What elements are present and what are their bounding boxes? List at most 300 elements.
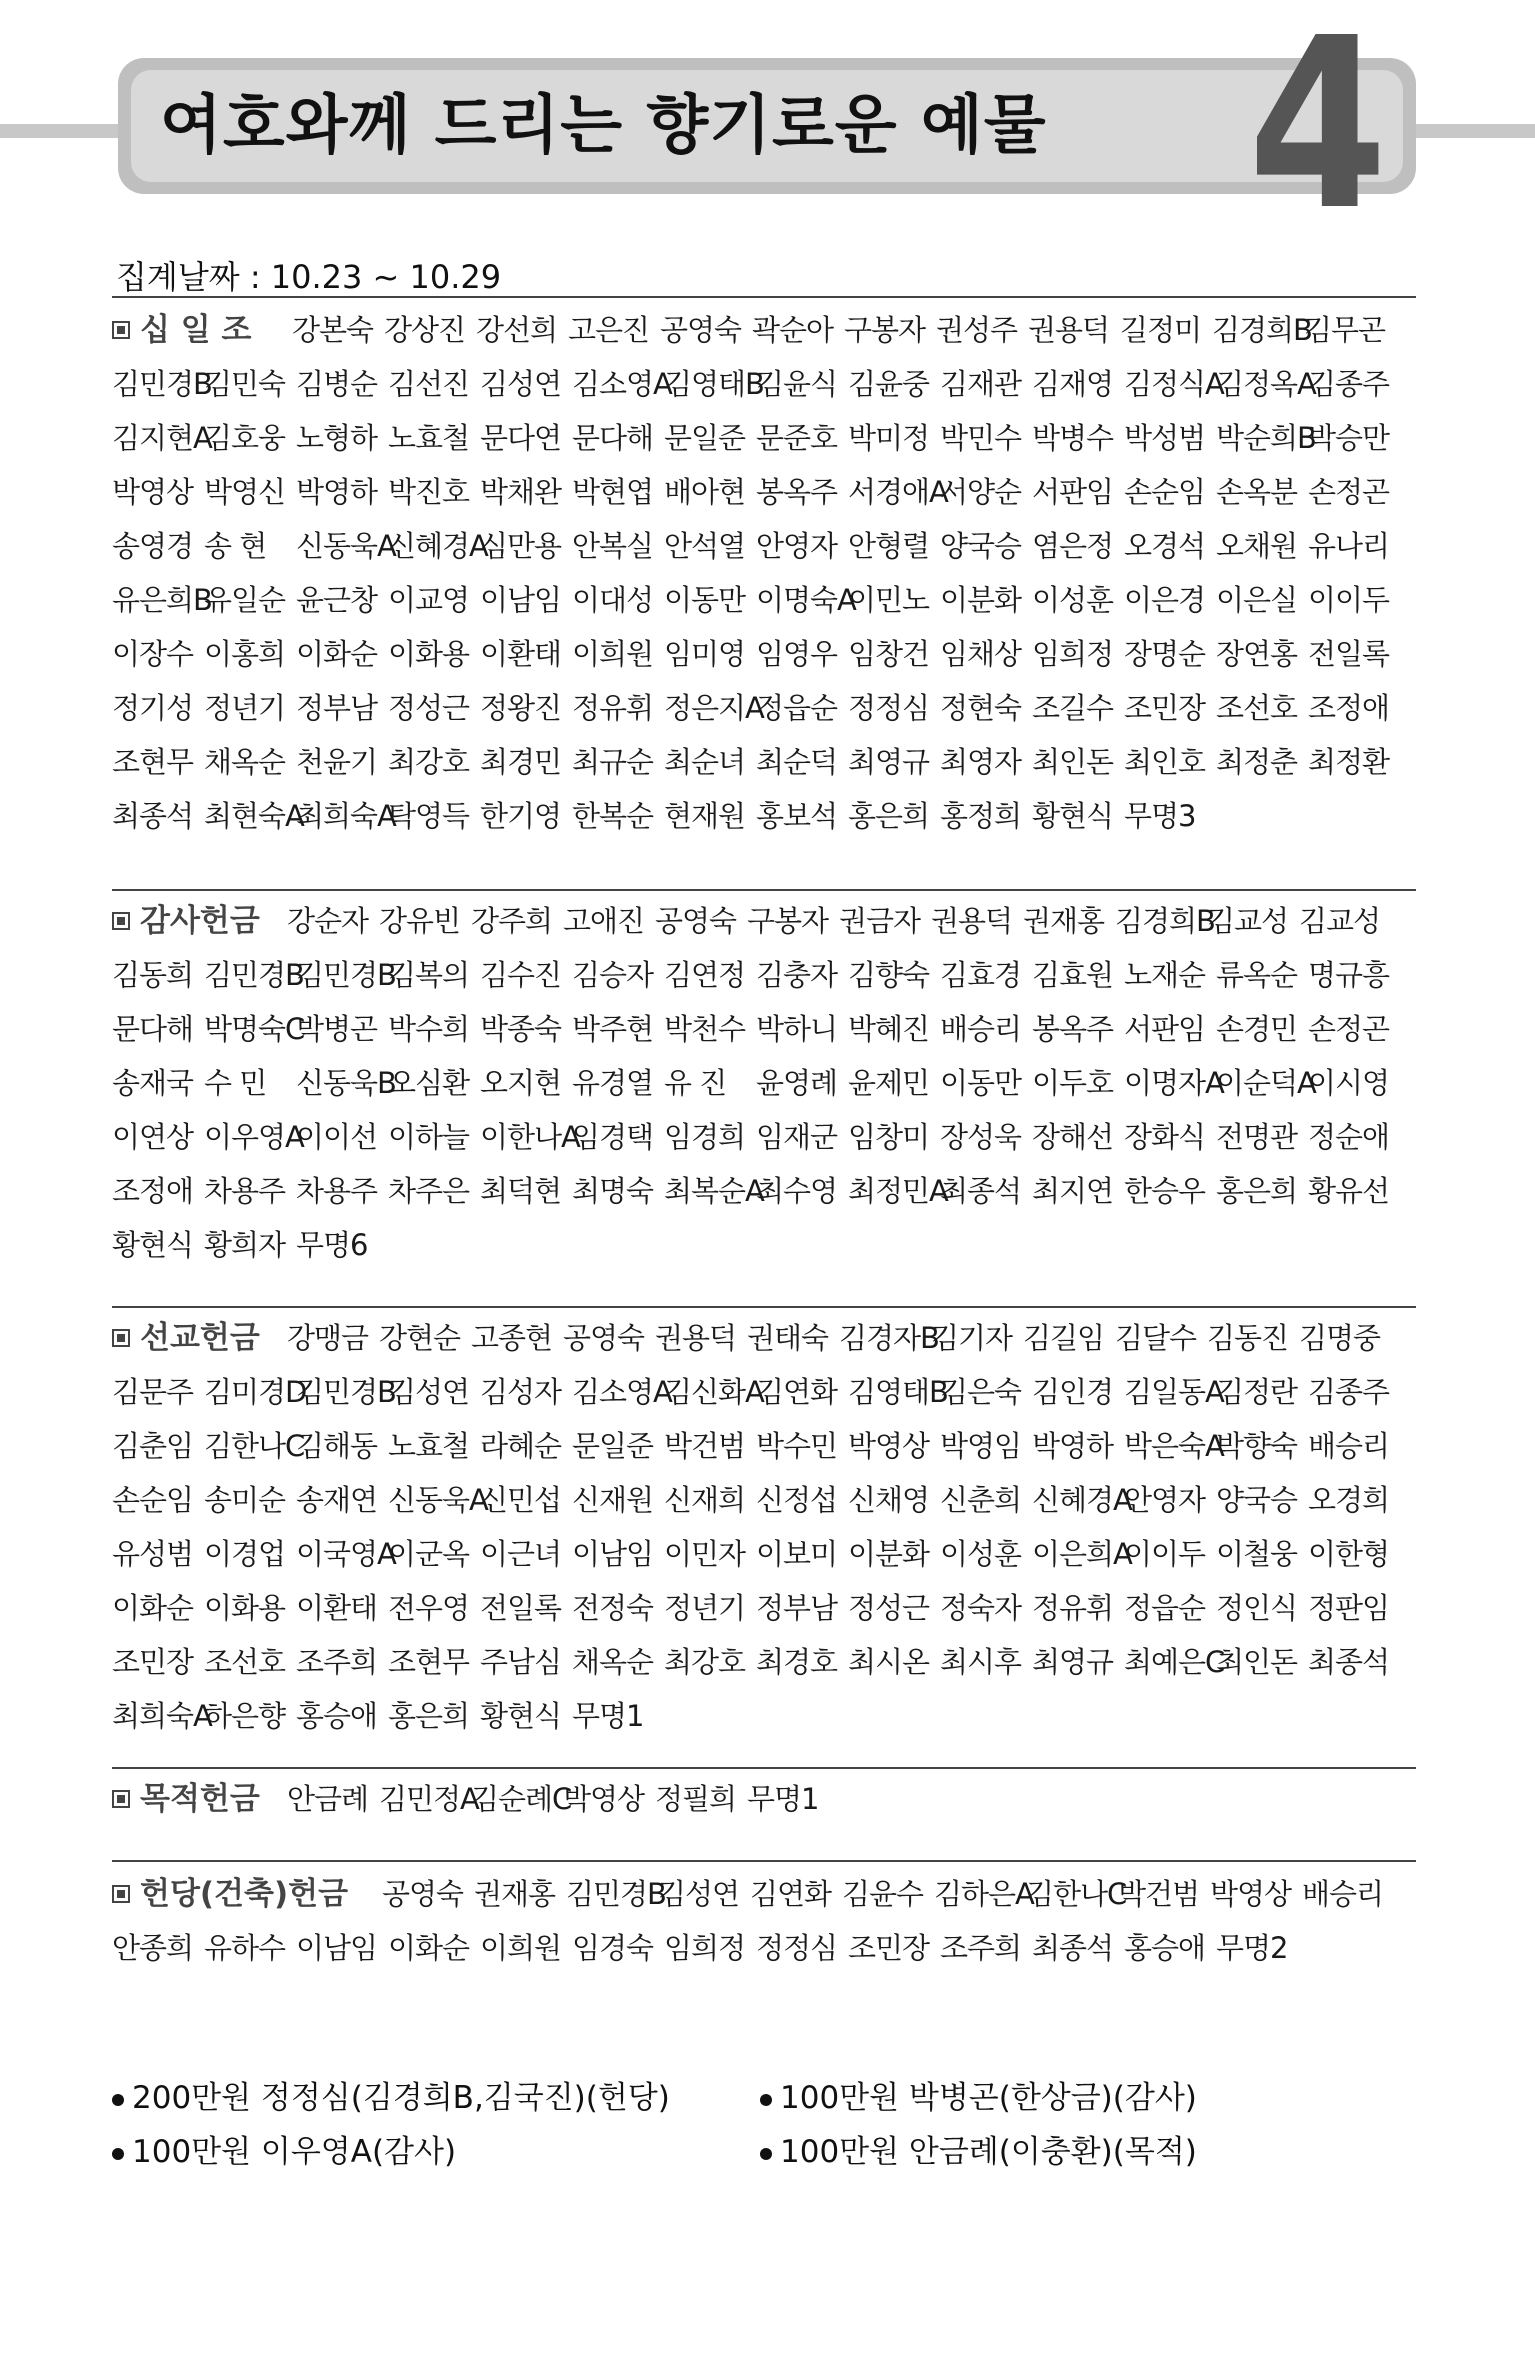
donor-name: 김충자 — [756, 958, 838, 992]
donor-name: 정읍순 — [1124, 1591, 1206, 1625]
donor-name: 김정란 — [1216, 1375, 1298, 1409]
donor-name: 조현무 — [112, 745, 194, 779]
donor-name: 이장수 — [112, 637, 194, 671]
donor-name: 안형렬 — [848, 529, 930, 563]
donor-name: 이화용 — [388, 637, 470, 671]
donor-name: 손순임 — [1124, 475, 1206, 509]
donor-name: 이한형 — [1308, 1537, 1390, 1571]
donor-name: 이시영 — [1308, 1066, 1390, 1100]
donor-name: 무명1 — [572, 1699, 644, 1733]
donor-name: 최덕현 — [480, 1174, 562, 1208]
name-list — [112, 894, 1432, 1272]
donor-name: 이순덕A — [1216, 1066, 1316, 1100]
donor-name: 최현숙A — [204, 799, 304, 833]
donor-name: 서판임 — [1124, 1012, 1206, 1046]
donor-name: 이환태 — [480, 637, 562, 671]
donor-name: 전명관 — [1216, 1120, 1298, 1154]
donor-name: 공영숙 — [382, 1877, 464, 1911]
donor-name: 노재순 — [1124, 958, 1206, 992]
donor-name: 조선호 — [1216, 691, 1298, 725]
donor-name: 이철웅 — [1216, 1537, 1298, 1571]
donor-name: 이남임 — [296, 1931, 378, 1965]
donor-name: 박성범 — [1124, 421, 1206, 455]
donor-name: 김미경D — [204, 1375, 307, 1409]
section-label-text: 감사헌금 — [140, 903, 260, 939]
donor-name: 배아현 — [664, 475, 746, 509]
donor-name: 고종현 — [471, 1321, 553, 1355]
donor-name: 길정미 — [1120, 313, 1202, 347]
name-list — [112, 1867, 1432, 1975]
donor-name: 신재원 — [572, 1483, 654, 1517]
donor-name: 송재연 — [296, 1483, 378, 1517]
donor-name: 명규흥 — [1308, 958, 1390, 992]
donor-name: 채옥순 — [572, 1645, 654, 1679]
donor-name: 이성훈 — [940, 1537, 1022, 1571]
donor-name: 박수민 — [756, 1429, 838, 1463]
donor-name: 무명2 — [1216, 1931, 1288, 1965]
donor-name: 정기성 — [112, 691, 194, 725]
donor-name: 조민장 — [1124, 691, 1206, 725]
donor-name: 이남임 — [480, 583, 562, 617]
donor-name: 김윤식 — [756, 367, 838, 401]
donor-name: 김소영A — [572, 1375, 672, 1409]
donor-name: 정왕진 — [480, 691, 562, 725]
donor-name: 이대성 — [572, 583, 654, 617]
donor-name: 오경석 — [1124, 529, 1206, 563]
donor-name: 이하늘 — [388, 1120, 470, 1154]
donor-name: 황현식 — [112, 1228, 194, 1262]
donor-name: 김복의 — [388, 958, 470, 992]
donor-name: 현재원 — [664, 799, 746, 833]
donor-name: 신혜경A — [388, 529, 488, 563]
donor-name: 박미정 — [848, 421, 930, 455]
donor-name: 최지연 — [1032, 1174, 1114, 1208]
donor-name: 김윤중 — [848, 367, 930, 401]
donor-name: 윤영례 — [756, 1066, 838, 1100]
donor-name: 최예은C — [1124, 1645, 1225, 1679]
donor-name: 봉옥주 — [1032, 1012, 1114, 1046]
donor-name: 안종희 — [112, 1931, 194, 1965]
donor-name: 조선호 — [204, 1645, 286, 1679]
donor-name: 양국승 — [940, 529, 1022, 563]
donor-name: 최영자 — [940, 745, 1022, 779]
donor-name: 이남임 — [572, 1537, 654, 1571]
donor-name: 최시후 — [940, 1645, 1022, 1679]
donor-name: 박영상 — [848, 1429, 930, 1463]
donor-name: 이홍희 — [204, 637, 286, 671]
donor-name: 정순애 — [1308, 1120, 1390, 1154]
donor-name: 신채영 — [848, 1483, 930, 1517]
section-mission — [112, 1311, 1432, 1743]
donor-name: 구봉자 — [844, 313, 926, 347]
donor-name: 정부남 — [296, 691, 378, 725]
donor-name: 곽순아 — [752, 313, 834, 347]
donor-name: 류옥순 — [1216, 958, 1298, 992]
donor-name: 임채상 — [940, 637, 1022, 671]
donor-name: 이이선 — [296, 1120, 378, 1154]
donor-name: 안영자 — [756, 529, 838, 563]
donor-name: 이분화 — [940, 583, 1022, 617]
donor-name: 송미순 — [204, 1483, 286, 1517]
donor-name: 오채원 — [1216, 529, 1298, 563]
donor-name: 강맹금 — [287, 1321, 369, 1355]
donor-name: 홍승애 — [296, 1699, 378, 1733]
donor-name: 신재희 — [664, 1483, 746, 1517]
donor-name: 황유선 — [1308, 1174, 1390, 1208]
donor-name: 박영상 — [1210, 1877, 1292, 1911]
donor-name: 임창미 — [848, 1120, 930, 1154]
donor-name: 정은지A — [664, 691, 764, 725]
donor-name: 이두호 — [1032, 1066, 1114, 1100]
donor-name: 박주현 — [572, 1012, 654, 1046]
square-bullet-icon — [112, 1329, 130, 1347]
section-thanksgiving — [112, 894, 1432, 1272]
donor-name: 염은정 — [1032, 529, 1114, 563]
section-designated — [112, 1772, 1432, 1826]
donor-name: 유일순 — [204, 583, 286, 617]
donor-name: 조길수 — [1032, 691, 1114, 725]
donor-name: 안복실 — [572, 529, 654, 563]
donor-name: 이민자 — [664, 1537, 746, 1571]
section-label-text: 헌당(건축)헌금 — [140, 1876, 349, 1912]
donor-name: 배승리 — [1302, 1877, 1384, 1911]
section-label-text: 십 일 조 — [140, 312, 252, 348]
donor-name: 김성자 — [480, 1375, 562, 1409]
donor-name: 신동욱B — [296, 1066, 396, 1100]
donor-name: 박영하 — [296, 475, 378, 509]
donor-name: 배승리 — [1308, 1429, 1390, 1463]
section-label — [112, 303, 292, 357]
donor-name: 권태숙 — [747, 1321, 829, 1355]
donor-name: 조주희 — [940, 1931, 1022, 1965]
donor-name: 김종주 — [1308, 1375, 1390, 1409]
donor-name: 송영경 — [112, 529, 194, 563]
donor-name: 정숙자 — [940, 1591, 1022, 1625]
donor-name: 김연화 — [750, 1877, 832, 1911]
donor-name: 이분화 — [848, 1537, 930, 1571]
donor-name: 이성훈 — [1032, 583, 1114, 617]
square-bullet-icon — [112, 1790, 130, 1808]
divider — [112, 1306, 1416, 1308]
donor-name: 유성범 — [112, 1537, 194, 1571]
special-offering-item: 200만원 정정심(김경희B,김국진)(헌당) — [112, 2072, 670, 2117]
donor-name: 김민경B — [296, 958, 396, 992]
donor-name: 이국영A — [296, 1537, 396, 1571]
donor-name: 임경희 — [664, 1120, 746, 1154]
donor-name: 강주희 — [471, 904, 553, 938]
donor-name: 임경택 — [572, 1120, 654, 1154]
donor-name: 송 현 — [204, 529, 267, 563]
bullet-icon — [112, 2148, 124, 2160]
donor-name: 심만용 — [480, 529, 562, 563]
donor-name: 강상진 — [384, 313, 466, 347]
donor-name: 김경희B — [1115, 904, 1215, 938]
donor-name: 주남심 — [480, 1645, 562, 1679]
donor-name: 박순희B — [1216, 421, 1316, 455]
donor-name: 김재관 — [940, 367, 1022, 401]
donor-name: 이명숙A — [756, 583, 856, 617]
donor-name: 봉옥주 — [756, 475, 838, 509]
donor-name: 오경희 — [1308, 1483, 1390, 1517]
donor-name: 이은경 — [1124, 583, 1206, 617]
donor-name: 김선진 — [388, 367, 470, 401]
donor-name: 손경민 — [1216, 1012, 1298, 1046]
donor-name: 박병곤 — [296, 1012, 378, 1046]
donor-name: 박민수 — [940, 421, 1022, 455]
donor-name: 김인경 — [1032, 1375, 1114, 1409]
bullet-icon — [760, 2148, 772, 2160]
donor-name: 김연화 — [756, 1375, 838, 1409]
donor-name: 이희원 — [572, 637, 654, 671]
donor-name: 안영자 — [1124, 1483, 1206, 1517]
donor-name: 유 진 — [664, 1066, 727, 1100]
donor-name: 정정심 — [756, 1931, 838, 1965]
section-label-text: 선교헌금 — [140, 1320, 260, 1356]
donor-name: 최복순A — [664, 1174, 764, 1208]
donor-name: 신민섭 — [480, 1483, 562, 1517]
donor-name: 홍은희 — [848, 799, 930, 833]
donor-name: 임희정 — [664, 1931, 746, 1965]
donor-name: 김영태B — [664, 367, 764, 401]
donor-name: 최인호 — [1124, 745, 1206, 779]
donor-name: 배승리 — [940, 1012, 1022, 1046]
donor-name: 이화순 — [388, 1931, 470, 1965]
donor-name: 김민경B — [566, 1877, 666, 1911]
donor-name: 김효경 — [940, 958, 1022, 992]
donor-name: 김성연 — [658, 1877, 740, 1911]
donor-name: 조현무 — [388, 1645, 470, 1679]
donor-name: 박수희 — [388, 1012, 470, 1046]
donor-name: 김민정A — [379, 1782, 479, 1816]
donor-name: 최강호 — [388, 745, 470, 779]
donor-name: 이은실 — [1216, 583, 1298, 617]
donor-name: 최강호 — [664, 1645, 746, 1679]
donor-name: 최순덕 — [756, 745, 838, 779]
donor-name: 임재군 — [756, 1120, 838, 1154]
donor-name: 김동희 — [112, 958, 194, 992]
donor-name: 신혜경A — [1032, 1483, 1132, 1517]
donor-name: 안금례 — [287, 1782, 369, 1816]
donor-name: 이이두 — [1308, 583, 1390, 617]
section-tithe — [112, 303, 1432, 843]
donor-name: 이동만 — [940, 1066, 1022, 1100]
donor-name: 권금자 — [839, 904, 921, 938]
donor-name: 무명3 — [1124, 799, 1196, 833]
donor-name: 김연정 — [664, 958, 746, 992]
donor-name: 김영태B — [848, 1375, 948, 1409]
donor-name: 김경자B — [839, 1321, 939, 1355]
donor-name: 박건범 — [1118, 1877, 1200, 1911]
donor-name: 김호웅 — [204, 421, 286, 455]
donor-name: 문다해 — [112, 1012, 194, 1046]
donor-name: 수 민 — [204, 1066, 267, 1100]
donor-name: 공영숙 — [563, 1321, 645, 1355]
donor-name: 임창건 — [848, 637, 930, 671]
donor-name: 임영우 — [756, 637, 838, 671]
donor-name: 노형하 — [296, 421, 378, 455]
donor-name: 권용덕 — [931, 904, 1013, 938]
donor-name: 권용덕 — [1028, 313, 1110, 347]
donor-name: 문다해 — [572, 421, 654, 455]
donor-name: 김무곤 — [1304, 313, 1386, 347]
donor-name: 강순자 — [287, 904, 369, 938]
donor-name: 손순임 — [112, 1483, 194, 1517]
donor-name: 김지현A — [112, 421, 212, 455]
donor-name: 최희숙A — [112, 1699, 212, 1733]
donor-name: 박향숙 — [1216, 1429, 1298, 1463]
donor-name: 박진호 — [388, 475, 470, 509]
donor-name: 박영임 — [940, 1429, 1022, 1463]
donor-name: 박영신 — [204, 475, 286, 509]
donor-name: 김수진 — [480, 958, 562, 992]
donor-name: 최정환 — [1308, 745, 1390, 779]
donor-name: 이교영 — [388, 583, 470, 617]
donor-name: 신춘희 — [940, 1483, 1022, 1517]
donor-name: 서양순 — [940, 475, 1022, 509]
donor-name: 정성근 — [848, 1591, 930, 1625]
donor-name: 서경애A — [848, 475, 948, 509]
donor-name: 조정애 — [1308, 691, 1390, 725]
donor-name: 김교성 — [1207, 904, 1289, 938]
donor-name: 김기자 — [931, 1321, 1013, 1355]
donor-name: 오심환 — [388, 1066, 470, 1100]
donor-name: 공영숙 — [655, 904, 737, 938]
donor-name: 노효철 — [388, 1429, 470, 1463]
donor-name: 라혜순 — [480, 1429, 562, 1463]
donor-name: 박영하 — [1032, 1429, 1114, 1463]
divider — [112, 296, 1416, 298]
donor-name: 최정춘 — [1216, 745, 1298, 779]
section-label — [112, 1867, 382, 1921]
donor-name: 최시온 — [848, 1645, 930, 1679]
donor-name: 이희원 — [480, 1931, 562, 1965]
donor-name: 김문주 — [112, 1375, 194, 1409]
donor-name: 김종주 — [1308, 367, 1390, 401]
donor-name: 김민경B — [204, 958, 304, 992]
donor-name: 홍은희 — [388, 1699, 470, 1733]
donor-name: 황현식 — [480, 1699, 562, 1733]
donor-name: 이동만 — [664, 583, 746, 617]
donor-name: 김향숙 — [848, 958, 930, 992]
donor-name: 박현엽 — [572, 475, 654, 509]
donor-name: 유나리 — [1308, 529, 1390, 563]
donor-name: 한승우 — [1124, 1174, 1206, 1208]
special-offering-item: 100만원 안금례(이충환)(목적) — [760, 2126, 1197, 2171]
donor-name: 김윤수 — [842, 1877, 924, 1911]
special-offering-item: 100만원 이우영A(감사) — [112, 2126, 456, 2171]
donor-name: 김재영 — [1032, 367, 1114, 401]
bullet-icon — [112, 2094, 124, 2106]
donor-name: 박종숙 — [480, 1012, 562, 1046]
donor-name: 정성근 — [388, 691, 470, 725]
donor-name: 최순녀 — [664, 745, 746, 779]
donor-name: 박병수 — [1032, 421, 1114, 455]
name-list — [112, 1311, 1432, 1743]
donor-name: 최정민A — [848, 1174, 948, 1208]
donor-name: 이민노 — [848, 583, 930, 617]
donor-name: 유은희B — [112, 583, 212, 617]
donor-name: 이이두 — [1124, 1537, 1206, 1571]
donor-name: 손정곤 — [1308, 475, 1390, 509]
divider — [112, 1767, 1416, 1769]
donor-name: 박영상 — [563, 1782, 645, 1816]
square-bullet-icon — [112, 321, 130, 339]
donor-name: 차용주 — [296, 1174, 378, 1208]
donor-name: 천윤기 — [296, 745, 378, 779]
donor-name: 이근녀 — [480, 1537, 562, 1571]
donor-name: 전우영 — [388, 1591, 470, 1625]
donor-name: 김해동 — [296, 1429, 378, 1463]
donor-name: 문일준 — [664, 421, 746, 455]
date-range: 집계날짜 : 10.23 ~ 10.29 — [116, 258, 502, 296]
donor-name: 무명6 — [296, 1228, 368, 1262]
section-label — [112, 1311, 287, 1365]
donor-name: 홍은희 — [1216, 1174, 1298, 1208]
donor-name: 홍정희 — [940, 799, 1022, 833]
section-label — [112, 1772, 287, 1826]
donor-name: 홍승애 — [1124, 1931, 1206, 1965]
donor-name: 황현식 — [1032, 799, 1114, 833]
donor-name: 채옥순 — [204, 745, 286, 779]
donor-name: 전정숙 — [572, 1591, 654, 1625]
donor-name: 정년기 — [204, 691, 286, 725]
donor-name: 박명숙C — [204, 1012, 305, 1046]
donor-name: 박채완 — [480, 475, 562, 509]
donor-name: 노효철 — [388, 421, 470, 455]
donor-name: 조정애 — [112, 1174, 194, 1208]
donor-name: 손옥분 — [1216, 475, 1298, 509]
donor-name: 장성욱 — [940, 1120, 1022, 1154]
donor-name: 전일록 — [480, 1591, 562, 1625]
donor-name: 한복순 — [572, 799, 654, 833]
donor-name: 강선희 — [476, 313, 558, 347]
donor-name: 최종석 — [940, 1174, 1022, 1208]
donor-name: 오지현 — [480, 1066, 562, 1100]
donor-name: 정인식 — [1216, 1591, 1298, 1625]
donor-name: 윤근창 — [296, 583, 378, 617]
donor-name: 조민장 — [848, 1931, 930, 1965]
donor-name: 최명숙 — [572, 1174, 654, 1208]
donor-name: 권용덕 — [655, 1321, 737, 1355]
donor-name: 조민장 — [112, 1645, 194, 1679]
donor-name: 김달수 — [1115, 1321, 1197, 1355]
donor-name: 최인돈 — [1216, 1645, 1298, 1679]
donor-name: 정읍순 — [756, 691, 838, 725]
donor-name: 최경민 — [480, 745, 562, 779]
donor-name: 최영규 — [1032, 1645, 1114, 1679]
donor-name: 김한나C — [1026, 1877, 1127, 1911]
name-list — [112, 303, 1432, 843]
donor-name: 김춘임 — [112, 1429, 194, 1463]
donor-name: 박영상 — [112, 475, 194, 509]
donor-name: 김길임 — [1023, 1321, 1105, 1355]
donor-name: 최수영 — [756, 1174, 838, 1208]
donor-name: 정부남 — [756, 1591, 838, 1625]
donor-name: 최영규 — [848, 745, 930, 779]
donor-name: 송재국 — [112, 1066, 194, 1100]
donor-name: 차용주 — [204, 1174, 286, 1208]
donor-name: 고은진 — [568, 313, 650, 347]
donor-name: 최인돈 — [1032, 745, 1114, 779]
donor-name: 김일동A — [1124, 1375, 1224, 1409]
donor-name: 임미영 — [664, 637, 746, 671]
section-label-text: 목적헌금 — [140, 1781, 260, 1817]
donor-name: 강본숙 — [292, 313, 374, 347]
donor-name: 이우영A — [204, 1120, 304, 1154]
donor-name: 문일준 — [572, 1429, 654, 1463]
donor-name: 한기영 — [480, 799, 562, 833]
donor-name: 권재홍 — [474, 1877, 556, 1911]
